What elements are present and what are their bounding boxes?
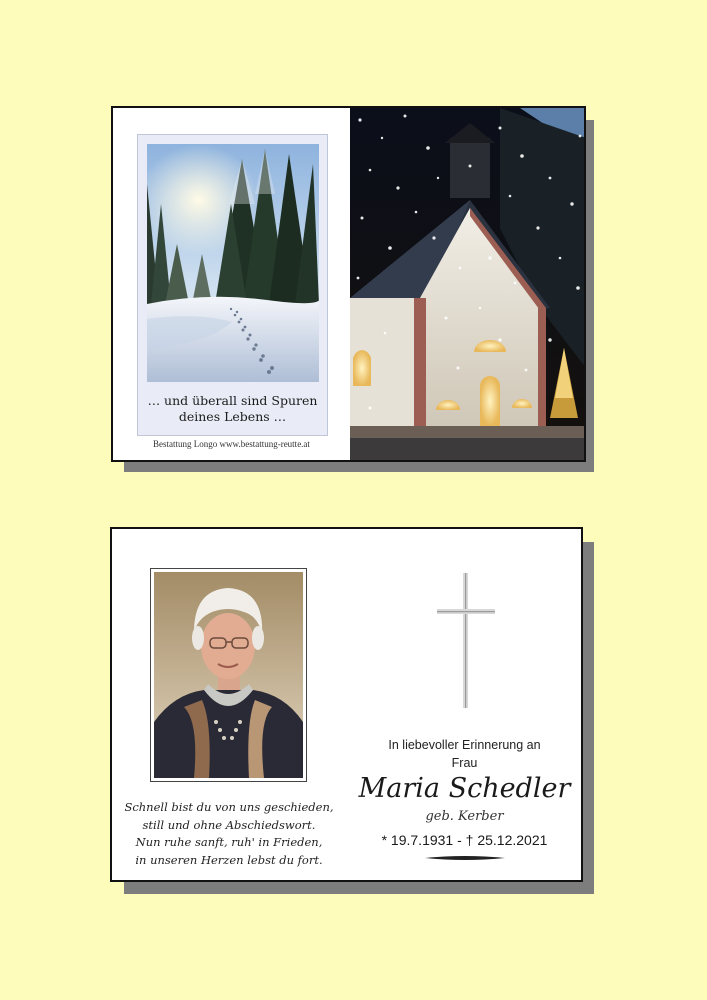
chapel-night-photo <box>350 108 586 460</box>
verse-line-3: Nun ruhe sanft, ruh' in Frieden, <box>135 835 323 849</box>
portrait-frame <box>150 568 307 782</box>
verse-line-4: in unseren Herzen lebst du fort. <box>135 852 323 867</box>
cross-icon <box>437 573 495 708</box>
salutation: Frau <box>451 756 478 770</box>
card-front <box>111 106 586 462</box>
deceased-name: Maria Schedler <box>358 773 571 804</box>
quote-text <box>138 393 327 425</box>
memorial-verse <box>112 799 346 869</box>
quote-frame <box>137 134 328 436</box>
card-front-right-panel <box>350 108 586 460</box>
winter-forest-photo <box>147 144 319 382</box>
portrait-photo <box>154 572 303 778</box>
memorial-intro: In liebevoller Erinnerung an <box>388 738 541 752</box>
verse-line-1: Schnell bist du von uns geschieden, <box>124 800 334 814</box>
funeral-home-footer: Bestattung Longo www.bestattung-reutte.at <box>153 439 310 449</box>
divider-ornament <box>425 854 505 862</box>
card-front-left-panel <box>113 108 350 460</box>
verse-line-2: still und ohne Abschiedswort. <box>142 817 316 832</box>
quote-line-1: … und überall sind Spuren <box>147 393 318 408</box>
maiden-name: geb. Kerber <box>425 809 504 824</box>
quote-line-2: deines Lebens … <box>178 409 287 424</box>
card-back <box>110 527 583 882</box>
life-dates: * 19.7.1931 - † 25.12.2021 <box>381 832 548 848</box>
